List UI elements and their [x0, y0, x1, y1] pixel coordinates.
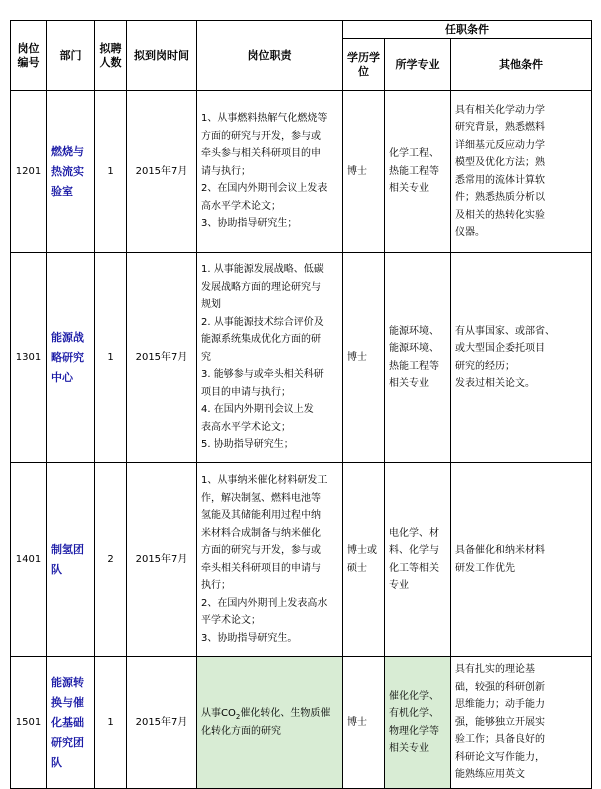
duty-line: 请与执行； — [201, 165, 251, 177]
duties-cell — [197, 657, 343, 789]
other-line: 思维能力；动手能力 — [455, 699, 545, 711]
header-requirements: 任职条件 — [343, 21, 592, 39]
post-id-cell: 1301 — [11, 253, 47, 463]
duty-line: 项目的申请与执行； — [201, 386, 291, 398]
duty-line: 方面的研究与开发，参与或 — [201, 130, 321, 142]
major-line: 热能工程等 — [389, 360, 439, 372]
degree-cell: 博士或硕士 — [343, 463, 385, 657]
duty-text-pre: 从事CO — [201, 708, 236, 719]
major-line: 相关专业 — [389, 743, 429, 754]
duty-line: 高水平学术论文； — [201, 200, 281, 212]
duty-line: 4. 在国内外期刊会议上发 — [201, 404, 314, 416]
major-cell — [385, 253, 451, 463]
other-line: 研究背景，熟悉燃料 — [455, 122, 545, 133]
duty-line: 氢能及其储能利用过程中纳 — [201, 510, 321, 521]
other-line: 悉常用的流体计算软 — [455, 174, 545, 186]
duty-line: 5. 协助指导研究生； — [201, 439, 294, 451]
degree-cell: 博士 — [343, 91, 385, 253]
time-cell: 2015年7月 — [127, 91, 197, 253]
other-line: 研究的经历； — [455, 360, 515, 372]
recruitment-table — [10, 20, 592, 789]
time-cell: 2015年7月 — [127, 253, 197, 463]
major-line: 料、化学与 — [389, 545, 439, 556]
dept-cell: 能源战略研究中心 — [47, 253, 95, 463]
other-line: 详细基元反应动力学 — [455, 139, 545, 151]
duty-line: 3. 能够参与或牵头相关科研 — [201, 369, 324, 381]
duty-line: 2、在国内外期刊上发表高水 — [201, 597, 328, 609]
post-id-cell: 1501 — [11, 657, 47, 789]
num-cell: 1 — [95, 91, 127, 253]
other-line: 础，较强的科研创新 — [455, 681, 545, 693]
table-row — [11, 657, 592, 789]
num-cell: 2 — [95, 463, 127, 657]
duty-line: 执行； — [201, 580, 231, 591]
degree-cell: 博士 — [343, 657, 385, 789]
major-line: 相关专业 — [389, 378, 429, 389]
other-line: 或大型国企委托项目 — [455, 343, 545, 354]
other-line: 及相关的热转化实验 — [455, 209, 545, 221]
major-line: 电化学、材 — [389, 527, 439, 539]
duty-line: 平学术论文； — [201, 615, 261, 626]
duty-line: 2、在国内外期刊会议上发表 — [201, 183, 328, 195]
duty-line: 3、协助指导研究生。 — [201, 632, 298, 644]
duty-line: 发展战略方面的理论研究与 — [201, 281, 321, 293]
duty-line: 3、协助指导研究生； — [201, 218, 298, 230]
header-other: 其他条件 — [451, 39, 592, 91]
other-line: 研发工作优先 — [455, 562, 515, 574]
other-line: 发表过相关论文。 — [455, 378, 535, 389]
duties-cell — [197, 91, 343, 253]
duty-line: 2. 从事能源技术综合评价及 — [201, 316, 324, 328]
post-id-cell: 1201 — [11, 91, 47, 253]
major-line: 化学工程、 — [389, 148, 439, 160]
major-line: 化工等相关 — [389, 562, 439, 574]
duty-line: 1、从事纳米催化材料研发工 — [201, 475, 328, 486]
major-line: 相关专业 — [389, 183, 429, 195]
other-line: 验工作；具备良好的 — [455, 734, 545, 746]
major-cell — [385, 657, 451, 789]
header-degree: 学历学位 — [343, 39, 385, 91]
duty-line: 牵头参与相关科研项目的申 — [201, 148, 321, 160]
header-duties: 岗位职责 — [197, 21, 343, 91]
table-row — [11, 91, 592, 253]
table-row — [11, 463, 592, 657]
dept-cell: 能源转换与催化基础研究团队 — [47, 657, 95, 789]
duty-subscript: 2 — [235, 713, 241, 721]
other-line: 能熟练应用英文 — [455, 769, 525, 781]
duty-line: 作，解决制氢、燃料电池等 — [201, 492, 321, 504]
num-cell: 1 — [95, 657, 127, 789]
degree-cell: 博士 — [343, 253, 385, 463]
header-major: 所学专业 — [385, 39, 451, 91]
duties-cell — [197, 463, 343, 657]
other-line: 具有相关化学动力学 — [455, 104, 545, 116]
post-id-cell: 1401 — [11, 463, 47, 657]
other-line: 强，能够独立开展实 — [455, 716, 545, 728]
other-cell — [451, 253, 592, 463]
time-cell: 2015年7月 — [127, 463, 197, 657]
duty-line: 牵头相关科研项目的申请与 — [201, 562, 321, 574]
dept-cell: 制氢团队 — [47, 463, 95, 657]
table-row — [11, 253, 592, 463]
time-cell: 2015年7月 — [127, 657, 197, 789]
header-time: 拟到岗时间 — [127, 21, 197, 91]
duty-line: 1、从事燃料热解气化燃烧等 — [201, 113, 328, 125]
other-cell — [451, 463, 592, 657]
other-line: 具备催化和纳米材料 — [455, 545, 545, 556]
num-cell: 1 — [95, 253, 127, 463]
duty-line: 究 — [201, 351, 211, 363]
other-line: 具有扎实的理论基 — [455, 664, 535, 676]
other-line: 仪器。 — [455, 227, 485, 238]
major-line: 能源环境、 — [389, 325, 439, 337]
duty-line: 方面的研究与开发，参与或 — [201, 545, 321, 556]
duty-line — [201, 705, 338, 723]
major-line: 能源环境、 — [389, 343, 439, 354]
other-line: 有从事国家、或部省、 — [455, 325, 555, 337]
major-line: 有机化学、 — [389, 708, 439, 719]
other-cell — [451, 657, 592, 789]
duty-line: 表高水平学术论文； — [201, 421, 291, 433]
duty-line: 1. 从事能源发展战略、低碳 — [201, 264, 324, 276]
duties-cell — [197, 253, 343, 463]
major-cell — [385, 463, 451, 657]
major-line: 催化化学、 — [389, 690, 439, 702]
header-num: 拟聘人数 — [95, 21, 127, 91]
dept-cell: 燃烧与热流实验室 — [47, 91, 95, 253]
major-line: 热能工程等 — [389, 165, 439, 177]
major-cell — [385, 91, 451, 253]
duty-line: 米材料合成制备与纳米催化 — [201, 527, 321, 539]
duty-line: 规划 — [201, 299, 221, 311]
duty-line: 化转化方面的研究 — [201, 725, 281, 737]
other-line: 件；熟悉热质分析以 — [455, 192, 545, 203]
other-cell — [451, 91, 592, 253]
other-line: 科研论文写作能力， — [455, 751, 545, 763]
duty-text-post: 催化转化、生物质催 — [240, 708, 331, 719]
header-post-id: 岗位编号 — [11, 21, 47, 91]
header-dept: 部门 — [47, 21, 95, 91]
duty-line: 能源系统集成优化方面的研 — [201, 334, 321, 346]
major-line: 专业 — [389, 580, 409, 591]
other-line: 模型及优化方法；熟 — [455, 157, 545, 168]
major-line: 物理化学等 — [389, 725, 439, 737]
